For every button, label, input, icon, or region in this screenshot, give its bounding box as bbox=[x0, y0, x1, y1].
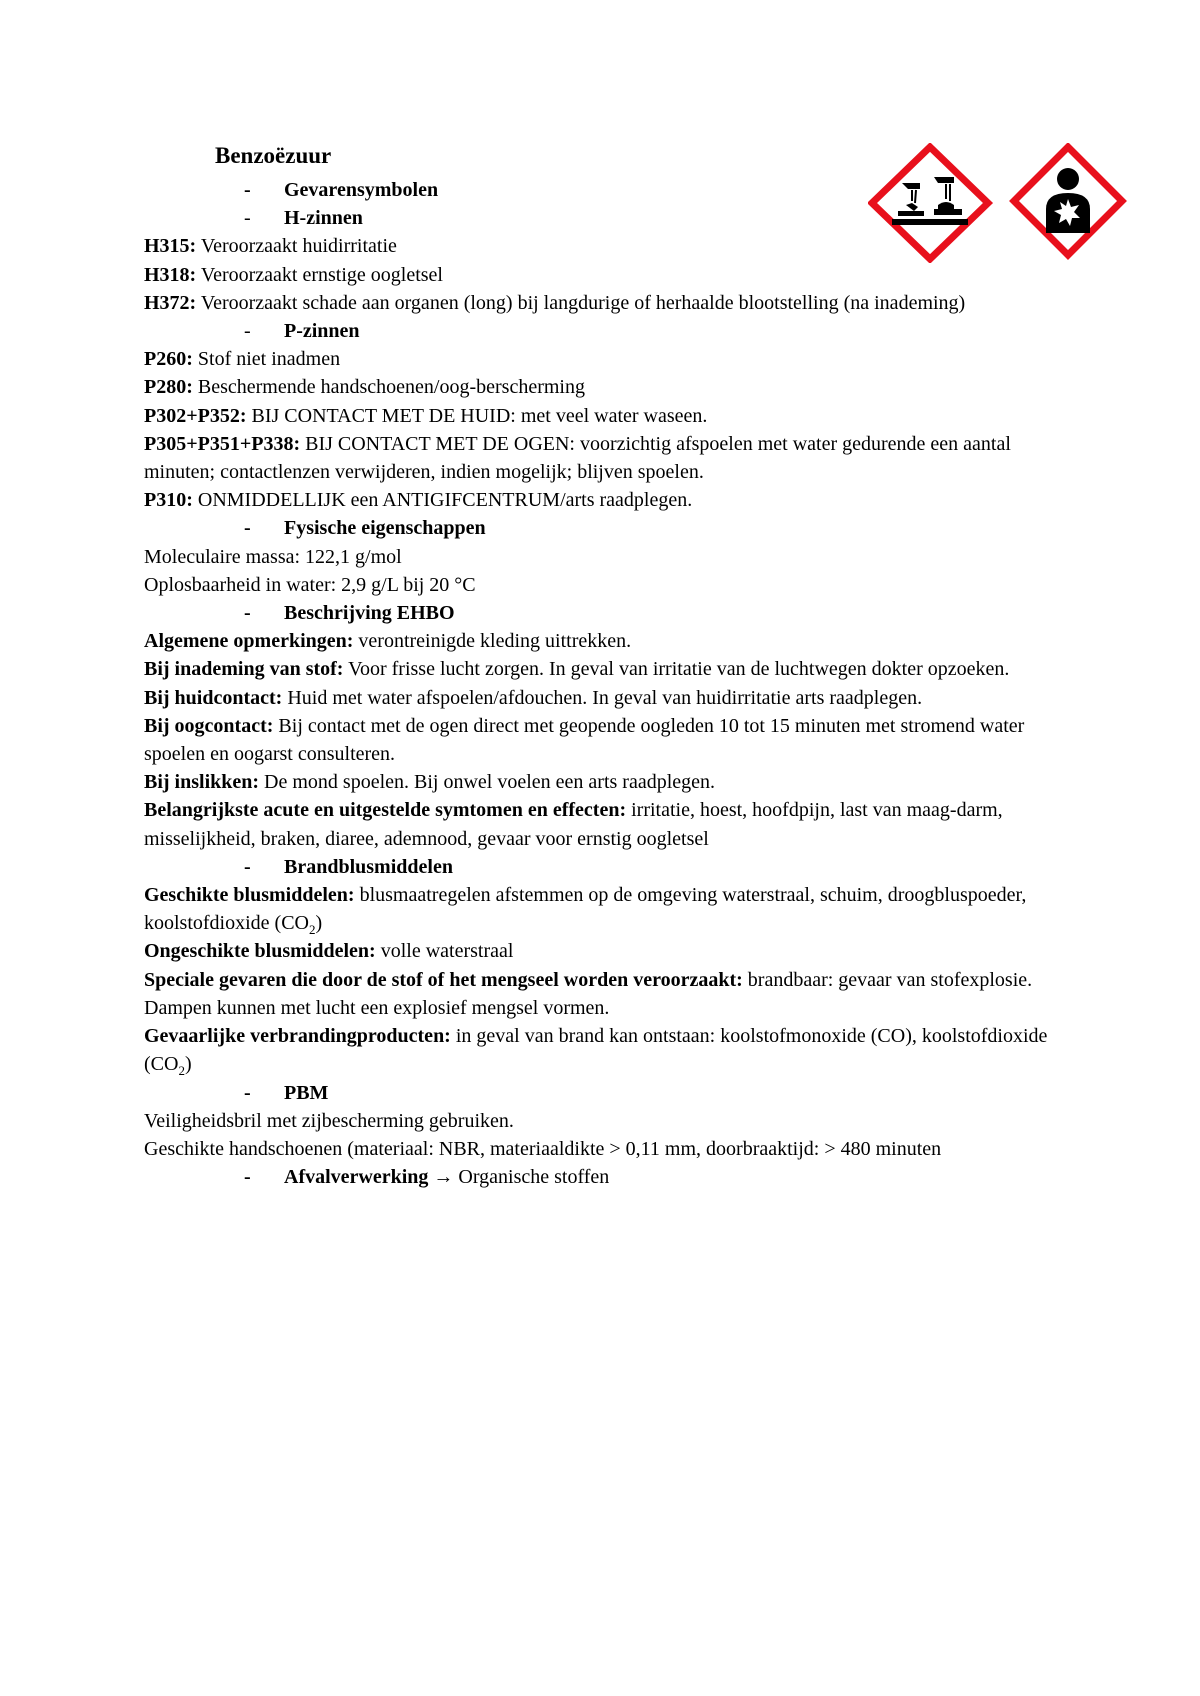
ehbo-item: Algemene opmerkingen: verontreinigde kleding uittrekken. bbox=[144, 630, 632, 653]
p-phrase: P280: Beschermende handschoenen/oog-berscherming bbox=[144, 376, 585, 399]
p-phrase: P260: Stof niet inadmen bbox=[144, 348, 341, 371]
brand-item: Gevaarlijke verbrandingproducten: in geval van brand kan ontstaan: koolstofmonoxide (CO), koolstofdioxide $(CO_2)$ bbox=[144, 1025, 1048, 1079]
h-phrase: H372: Veroorzaakt schade aan organen (long) bij langdurige of herhaalde blootstelling (na inademing) bbox=[144, 291, 966, 314]
physical-property: Moleculaire massa: 122,1 g/mol bbox=[144, 545, 402, 568]
p-phrase: P310: ONMIDDELLIJK een ANTIGIFCENTRUM/arts raadplegen. bbox=[144, 489, 693, 512]
pbm-item: Veiligheidsbril met zijbescherming gebruiken. bbox=[144, 1109, 514, 1132]
p-phrase: P305+P351+P338: BIJ CONTACT MET DE OGEN: voorzichtig afspoelen met water gedurende een aantal minuten; contactlenzen verwijderen, indien mogelijk; blijven spoelen. bbox=[144, 432, 1011, 484]
ehbo-item: Belangrijkste acute en uitgestelde symtomen en effecten: irritatie, hoest, hoofdpijn, last van maag-darm, misselijkheid, braken, diaree, ademnood, gevaar voor ernstig oogletsel bbox=[144, 799, 1003, 850]
ehbo-item: Bij oogcontact: Bij contact met de ogen direct met geopende oogleden 10 tot 15 minuten met stromend water spoelen en oogarst consulteren. bbox=[144, 714, 1025, 766]
section-heading-ehbo: - Beschrijving EHBO bbox=[244, 602, 455, 625]
h-phrase: H318: Veroorzaakt ernstige oogletsel bbox=[144, 263, 443, 286]
section-heading-fysische-eigenschappen: - Fysische eigenschappen bbox=[244, 517, 486, 540]
brand-item: Geschikte blusmiddelen: blusmaatregelen afstemmen op de omgeving waterstraal, schuim, droogbluspoeder, koolstofdioxide $(CO_2)$ bbox=[144, 884, 1027, 938]
ehbo-item: Bij inslikken: De mond spoelen. Bij onwel voelen een arts raadplegen. bbox=[144, 771, 716, 794]
document-body bbox=[144, 176, 1074, 1191]
section-heading-pbm: - PBM bbox=[244, 1081, 329, 1104]
arrow-right-icon: → bbox=[428, 1166, 454, 1189]
p-phrase: P302+P352: BIJ CONTACT MET DE HUID: met veel water waseen. bbox=[144, 404, 708, 427]
document-title: Benzoëzuur bbox=[215, 143, 332, 168]
section-heading-h-zinnen: - H-zinnen bbox=[244, 207, 363, 230]
brand-item: Ongeschikte blusmiddelen: volle waterstraal bbox=[144, 940, 514, 963]
physical-property: Oplosbaarheid in water: 2,9 g/L bij 20 °C bbox=[144, 573, 476, 596]
ehbo-item: Bij inademing van stof: Voor frisse lucht zorgen. In geval van irritatie van de luchtwegen dokter opzoeken. bbox=[144, 658, 1010, 681]
section-heading-gevarensymbolen: - Gevarensymbolen bbox=[244, 179, 439, 201]
section-heading-afvalverwerking: - Afvalverwerking → Organische stoffen bbox=[244, 1166, 610, 1189]
ehbo-item: Bij huidcontact: Huid met water afspoelen/afdouchen. In geval van huidirritatie arts raadplegen. bbox=[144, 686, 923, 709]
section-heading-p-zinnen: - P-zinnen bbox=[244, 320, 360, 343]
brand-item: Speciale gevaren die door de stof of het mengseel worden veroorzaakt: brandbaar: gevaar van stofexplosie. Dampen kunnen met lucht een explosief mengsel vormen. bbox=[144, 968, 1033, 1019]
h-phrase: H315: Veroorzaakt huidirritatie bbox=[144, 235, 397, 258]
section-heading-brandblusmiddelen: - Brandblusmiddelen bbox=[244, 855, 453, 878]
pbm-item: Geschikte handschoenen (materiaal: NBR, materiaaldikte > 0,11 mm, doorbraaktijd: > 480 minuten bbox=[144, 1137, 942, 1160]
